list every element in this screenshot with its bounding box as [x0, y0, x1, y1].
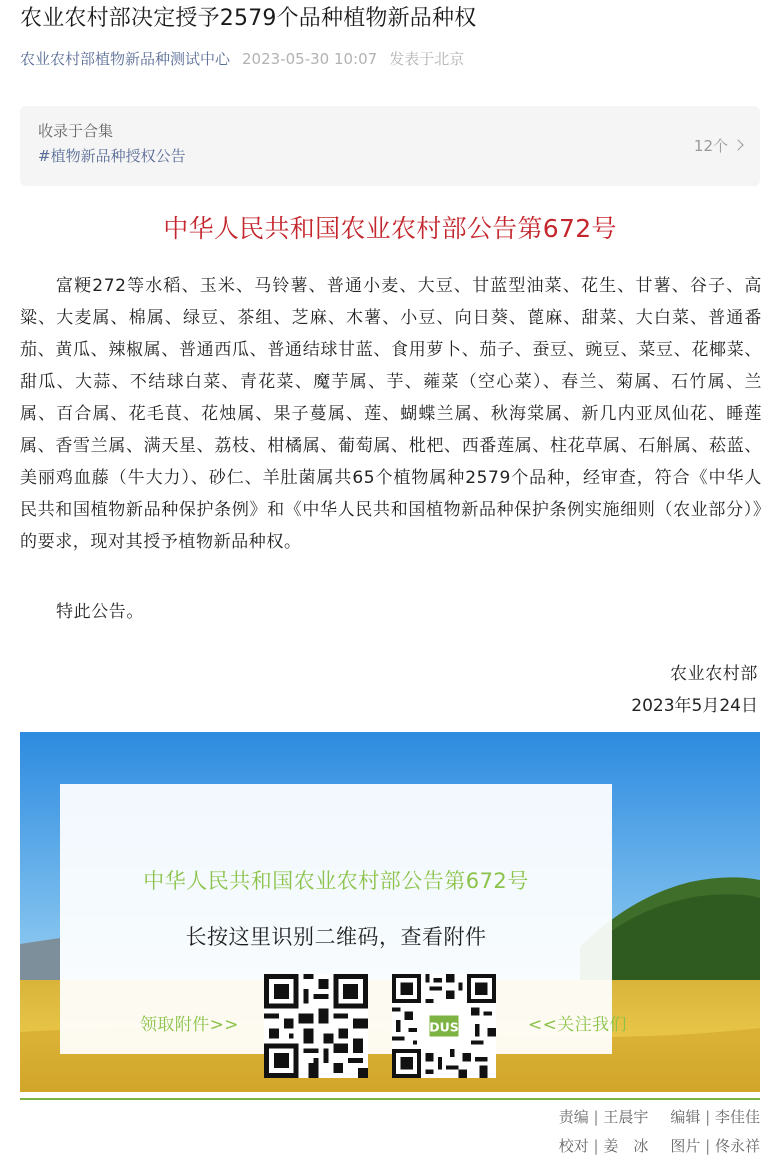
signature-date: 2023年5月24日 [631, 696, 758, 716]
credit-separator: | [705, 1137, 711, 1155]
credit-name: 佟永祥 [714, 1137, 760, 1155]
credit-role: 校对 [558, 1137, 589, 1155]
article-title: 农业农村部决定授予2579个品种植物新品种权 [20, 6, 477, 31]
article-meta [20, 48, 464, 70]
get-attachment-link[interactable]: 领取附件>> [140, 1015, 239, 1035]
collection-count[interactable] [694, 134, 742, 158]
credit-separator: | [593, 1137, 599, 1155]
credit-role: 责编 [558, 1108, 589, 1126]
follow-us-link[interactable]: <<关注我们 [528, 1015, 627, 1035]
banner-card [60, 784, 627, 1054]
banner-subtitle: 长按这里识别二维码，查看附件 [185, 925, 487, 949]
credit-name: 王晨宇 [603, 1108, 649, 1126]
credits-row-1 [559, 1106, 760, 1128]
collection-tag-link[interactable]: #植物新品种授权公告 [38, 147, 186, 165]
banner-title: 中华人民共和国农业农村部公告第672号 [143, 869, 529, 893]
credit-role: 图片 [670, 1137, 701, 1155]
chevron-right-icon [732, 139, 743, 150]
announcement-closing: 特此公告。 [56, 602, 144, 622]
publish-location: 发表于北京 [389, 50, 465, 68]
credit-separator: | [705, 1108, 711, 1126]
follow-qr-code[interactable] [392, 974, 496, 1078]
collection-label: 收录于合集 [38, 122, 114, 140]
announcement-body: 富粳272等水稻、玉米、马铃薯、普通小麦、大豆、甘蓝型油菜、花生、甘薯、谷子、高粱、大麦属、棉属、绿豆、茶组、芝麻、木薯、小豆、向日葵、蓖麻、甜菜、大白菜、普通番茄、黄瓜、辣椒属、普通西瓜、普通结球甘蓝、食用萝卜、茄子、蚕豆、豌豆、菜豆、花椰菜、甜瓜、大蒜、不结球白菜、青花菜、魔芋属、芋、蕹菜（空心菜）、春兰、菊属、石竹属、兰属、百合属、花毛茛、花烛属、果子蔓属、莲、蝴蝶兰属、秋海棠属、新几内亚凤仙花、睡莲属、香雪兰属、满天星、荔枝、柑橘属、葡萄属、枇杷、西番莲属、柱花草属、石斛属、菘蓝、美丽鸡血藤（牛大力）、砂仁、羊肚菌属共65个植物属种2579个品种，经审查，符合《中华人民共和国植物新品种保护条例》和《中华人民共和国植物新品种保护条例实施细则（农业部分）》的要求，现对其授予植物新品种权。 [20, 276, 762, 552]
publish-date: 2023-05-30 10:07 [242, 50, 378, 68]
credit-separator: | [593, 1108, 599, 1126]
qr-logo-text: DUS [429, 1019, 459, 1035]
credits-row-2 [559, 1135, 760, 1157]
credit-role: 编辑 [670, 1108, 701, 1126]
announcement-headline: 中华人民共和国农业农村部公告第672号 [163, 214, 617, 243]
account-name-link[interactable]: 农业农村部植物新品种测试中心 [20, 50, 231, 68]
credits-divider [20, 1098, 760, 1100]
attachment-banner-image[interactable] [20, 732, 760, 1092]
credit-name: 姜 冰 [603, 1137, 649, 1155]
collection-card[interactable] [20, 106, 760, 186]
credit-name: 李佳佳 [714, 1108, 760, 1126]
signature-organization: 农业农村部 [670, 664, 758, 684]
collection-count-text: 12个 [693, 137, 728, 155]
attachment-qr-code[interactable] [264, 974, 368, 1078]
